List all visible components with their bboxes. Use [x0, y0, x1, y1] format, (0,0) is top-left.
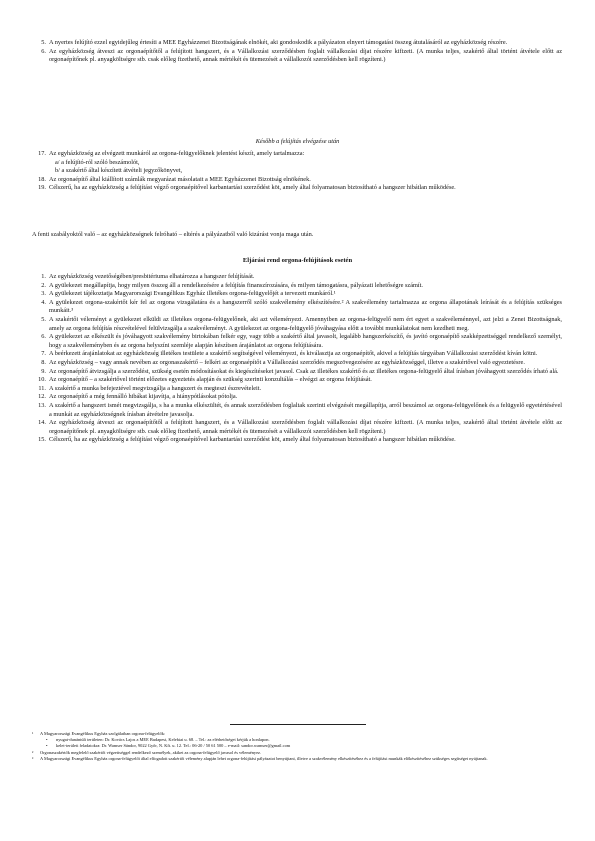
footnotes — [32, 731, 562, 762]
list-item — [32, 184, 562, 193]
footnote-text: A Magyarországi Evangélikus Egyház szolgálatban orgona-felügyelők: — [40, 731, 166, 736]
item-text: A gyülekezet megállapítja, hogy milyen összeg áll a rendelkezésére a felújítás finanszírozására, és milyen támogatásra, pályázati lehetőségre számít. — [49, 281, 423, 289]
footnote-text: A Magyarországi Evangélikus Egyház orgona-felügyelői által elfogadott szakértői vélemény alapján lehet orgona-felújítási pályázatot benyújtani, illetve a szakvélemény elkészítéséhez és a felújítási munkák előkészítéséhez szükséges segítséget nyújtanak. — [40, 755, 488, 761]
item-text: A beérkezett árajánlatokat az egyházközség illetékes testülete a szakértő segítségével véleményezi, és kiválasztja az orgonaépítőt, akivel a felújítás tárgyában Vállalkozási szerződést kíván kötni. — [49, 350, 538, 358]
procedure-step — [32, 402, 562, 419]
item-number: 1. — [41, 273, 46, 280]
footnote-text: nyugat-dunántúli területen: Dr. Kovács Lajos a MEE Budapest, Kelebiai u. 68. – Tel.: az elérhetőséget kérjük a honlapon. — [56, 737, 270, 743]
item-subline: b/ a szakértő által készített átvételi jegyzőkönyvet, — [55, 167, 183, 175]
item-text: A szakértő a munka befejeztével megvizsgálja a hangszert és megteszi észrevételeit. — [49, 384, 262, 392]
footnote-mark: • — [46, 737, 48, 743]
procedure-step — [32, 436, 562, 445]
procedure-step — [32, 385, 562, 394]
procedure-step — [32, 333, 562, 350]
item-number: 18. — [38, 175, 46, 183]
item-number: 9. — [41, 367, 46, 375]
item-number: 19. — [38, 184, 46, 192]
procedure-step — [32, 393, 562, 402]
item-number: 5. — [41, 315, 46, 323]
list-item — [32, 48, 562, 65]
item-text: Az egyházközség átveszi az orgonaépítőtől a felújított hangszert, és a Vállalkozási szerződésben foglalt vállalkozási díjat részére kifizeti. (A munka teljes, szakértő által történt átvétele előtt az orgonaépítőnek pl. anyagköltségre stb. csak előleg fizethető, annak mértékét és ütemezését a vállalkozói szerződésben kell rögzíteni.) — [49, 419, 562, 435]
footnote-text: kelet-területi feladatokra: Dr. Wamser Sándor, 9022 Győr, N. Kft. u. 12. Tel.: 06-20 / 50 61 500 – e-mail: sandor.wamser@gmail.com — [56, 743, 291, 749]
footnote-mark: ² — [32, 749, 34, 755]
item-number: 6. — [41, 333, 46, 341]
procedure-step — [32, 299, 562, 316]
item-text: Az egyházközség az elvégzett munkáról az orgona-felügyelőknek jelentést készít, amely tartalmazza: — [49, 150, 305, 157]
item-text: Az egyházközség – vagy annak nevében az orgonaszakértő – felkéri az orgonaépítőt a Vállalkozási szerződés megszövegezésére az egyházközséggel, illetve a szakértővel való egyeztetésre. — [49, 358, 525, 366]
item-number: 11. — [38, 384, 46, 392]
item-number: 6. — [41, 47, 46, 55]
item-number: 7. — [41, 350, 46, 358]
procedure-step — [32, 368, 562, 377]
list-item — [32, 150, 562, 176]
item-text: A gyülekezet tájékoztatja Magyarországi Evangélikus Egyház illetékes orgona-felügyelőjét a tervezett munkáról.¹ — [49, 290, 336, 298]
item-text: Az orgonaépítő által kiállított számlák megyarázat másolatait a MEE Egyházzenei Bizottság elnökének. — [49, 175, 311, 183]
item-number: 17. — [38, 150, 46, 157]
top-list — [32, 39, 562, 65]
procedure-step — [32, 350, 562, 359]
item-text: A szakértői véleményt a gyülekezet elküldi az illetékes orgona-felügyelőnek, aki azt véleményezi. Amennyiben az orgona-felügyelő nem ért egyet a szakvéleménnyel, azt jelzi a Zenei Bizottságnak, amely az orgona felújítás részvételével felülvizsgálja a szakvéleményt. A gyülekezet az orgona-felügyelő jóváhagyása előtt a további munkálatokat nem kezdheti meg. — [49, 315, 562, 332]
procedure-step — [32, 282, 562, 291]
list-item — [32, 39, 562, 48]
item-number: 12. — [38, 393, 46, 401]
item-number: 2. — [41, 281, 46, 289]
procedure-step — [32, 419, 562, 436]
procedure-step — [32, 359, 562, 368]
footnote-mark: ¹ — [32, 731, 34, 736]
item-text: Célszerű, ha az egyházközség a felújítást végző orgonaépítővel karbantartási szerződést köt, amely által folyamatosan biztosítható a hangszer hibátlan működése. — [49, 436, 456, 444]
section-subheading: Később a felújítás elvégzése után — [255, 138, 340, 145]
item-number: 15. — [38, 436, 46, 444]
item-subline: a/ a felújító-ról szóló beszámolót, — [55, 158, 140, 166]
item-text: A szakértő a hangszert ismét megvizsgálja, s ha a munka elkészültét, és annak szerződésben foglaltak szerinti elvégzését megállapítja, arról beszámol az orgona-felügyelőnek és a felügyelő egyetértésével a munkát az egyházközségnek írásban átvételre javasolja. — [49, 401, 562, 418]
item-text: Az egyházközség vezetőségében/presbitériuma elhatározza a hangszer felújítását. — [49, 273, 255, 280]
item-number: 4. — [41, 298, 46, 306]
item-text: Célszerű, ha az egyházközség a felújítást végző orgonaépítővel karbantartási szerződést köt, amely által folyamatosan biztosítható a hangszer hibátlan működése. — [49, 184, 456, 192]
item-text: A nyertes felújító ezzel egyidejűleg értesíti a MEE Egyházzenei Bizottságának elnökét, aki gondoskodik a pályázaton elnyert támogatási összeg átutalásáról az egyházközség részére. — [49, 39, 508, 46]
exclusion-warning: A fenti szabályoktól való – az egyházközségnek felróható – eltérés a pályázatból való kizárást vonja maga után. — [32, 231, 314, 238]
item-text: Az egyházközség átveszi az orgonaépítőtől a felújított hangszert, és a Vállalkozási szerződésben foglalt vállalkozási díjat részére kifizeti. (A munka teljes, szakértő által történt átvétele előtt az orgonaépítőnek pl. anyagköltségre stb. csak előleg fizethető, annak mértékét és ütemezését a vállalkozói szerződésben kell rögzíteni.) — [49, 47, 562, 64]
item-text: A gyülekezet orgona-szakértőt kér fel az orgona vizsgálatára és a hangszerről szóló szakvélemény elkészítésére.² A szakvélemény tartalmazza az orgona állapotának leírását és a felújítás szükséges munkáit.³ — [49, 298, 562, 315]
footnote-mark: • — [46, 743, 48, 749]
procedure-step — [32, 290, 562, 299]
procedure-step — [32, 376, 562, 385]
footnote-mark: ³ — [32, 755, 34, 761]
procedure-list — [32, 273, 562, 445]
footnote-separator — [230, 724, 366, 725]
item-text: Az orgonaépítő – a szakértővel történt előzetes egyeztetés alapján és szükség szerinti konzultálás – elvégzi az orgona felújítását. — [49, 376, 372, 384]
footnote-text: Orgonaszakértők megfelelő szakértői végzettséggel rendelkező személyek, akiket az orgona-felügyelő javasol és véleményez. — [40, 749, 262, 755]
item-number: 14. — [38, 419, 46, 427]
procedure-step — [32, 316, 562, 333]
list-item — [32, 176, 562, 185]
item-number: 10. — [38, 376, 46, 384]
item-number: 5. — [41, 39, 46, 46]
footnote — [32, 756, 562, 762]
item-text: Az orgonaépítő átvizsgálja a szerződést, szükség esetén módosításokat és kiegészítéseket javasol. Csak az illetékes szakértő és az illetékes orgona-felügyelő által írásban jóváhagyott szerződés írható alá. — [49, 367, 559, 375]
item-number: 3. — [41, 290, 46, 298]
item-text: Az orgonaépítő a még fennálló hibákat kijavítja, a hiánypótlásokat pótolja. — [49, 393, 238, 401]
later-list — [32, 150, 562, 193]
main-heading: Eljárási rend orgona-felújítások esetén — [242, 257, 353, 264]
item-text: A gyülekezet az elkészült és jóváhagyott szakvélemény birtokában felkér egy, vagy több a szakértő által javasolt, legalább hangszerkészítő, és javító orgonaépítő szakképzettséggel rendelkező személyt, hogy a szakvéleményben és az orgona helyszíni szemléje alapján készítsen árajánlatot az orgona felújítására. — [49, 333, 562, 349]
item-number: 8. — [41, 358, 46, 366]
item-number: 13. — [38, 401, 46, 409]
procedure-step — [32, 273, 562, 282]
